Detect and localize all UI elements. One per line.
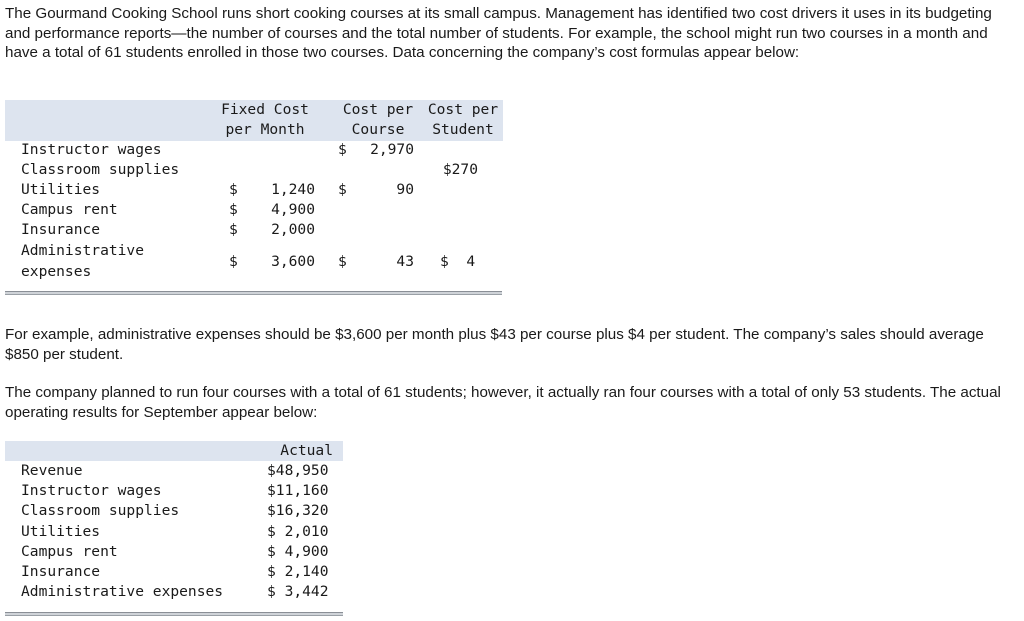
row-label: Utilities (21, 523, 101, 540)
row-label: Campus rent (21, 543, 118, 560)
header-course: Course (351, 121, 405, 138)
fixed-dollar-sign: $ (229, 181, 238, 198)
fixed-cost-value: 2,000 (271, 221, 315, 238)
fixed-cost-value: 3,600 (271, 253, 315, 270)
example-paragraph: For example, administrative expenses should be $3,600 per month plus $43 per course plus $4 per student. The company’s sales should average $850 per student. (5, 326, 984, 363)
row-label-line1: Administrative (21, 242, 145, 259)
student-cost-value: $270 (442, 161, 478, 178)
actual-value: $11,160 (267, 482, 329, 499)
actual-value: $ 3,442 (267, 583, 329, 600)
course-cost-value: 43 (396, 253, 414, 270)
actual-value: $ 2,140 (267, 563, 329, 580)
fixed-dollar-sign: $ (229, 253, 238, 270)
cost-formula-table (5, 100, 503, 300)
row-label: Administrative expenses (21, 583, 224, 600)
row-label-line2: expenses (21, 263, 92, 280)
row-label: Utilities (21, 181, 101, 198)
course-dollar-sign: $ (338, 253, 347, 270)
student-cost-value: $ 4 (440, 253, 476, 270)
header-cost-per-course: Cost per (342, 101, 414, 118)
header-per-month: per Month (225, 121, 305, 138)
fixed-dollar-sign: $ (229, 201, 238, 218)
row-label: Classroom supplies (21, 161, 180, 178)
header-student: Student (432, 121, 494, 138)
row-label: Insurance (21, 563, 101, 580)
actual-value: $ 4,900 (267, 543, 329, 560)
header-cost-per-student: Cost per (427, 101, 499, 118)
actual-value: $16,320 (267, 502, 329, 519)
plan-paragraph: The company planned to run four courses with a total of 61 students; however, it actually ran four courses with a total of only 53 students. The actual operating results for September appear below: (5, 384, 1001, 421)
row-label: Campus rent (21, 201, 118, 218)
header-fixed-cost: Fixed Cost (221, 101, 309, 118)
actual-value: $48,950 (267, 462, 329, 479)
course-cost-value: 2,970 (370, 141, 414, 158)
course-dollar-sign: $ (338, 181, 347, 198)
course-dollar-sign: $ (338, 141, 347, 158)
course-cost-value: 90 (396, 181, 414, 198)
fixed-cost-value: 4,900 (271, 201, 315, 218)
row-label: Revenue (21, 462, 83, 479)
row-label: Instructor wages (21, 141, 162, 158)
row-label: Classroom supplies (21, 502, 180, 519)
actual-value: $ 2,010 (267, 523, 329, 540)
row-label: Insurance (21, 221, 101, 238)
table-bottom-rule (5, 612, 343, 616)
intro-paragraph: The Gourmand Cooking School runs short cooking courses at its small campus. Management has identified two cost drivers it uses in its budgeting and performance reports—the number of courses and the total number of students. For example, the school might run two courses in a month and have a total of 61 students enrolled in those two courses. Data concerning the company’s cost formulas appear below: (5, 5, 992, 61)
actual-results-table (5, 441, 343, 611)
fixed-cost-value: 1,240 (271, 181, 315, 198)
header-actual: Actual (280, 442, 333, 459)
table-bottom-rule (5, 291, 502, 295)
row-label: Instructor wages (21, 482, 162, 499)
fixed-dollar-sign: $ (229, 221, 238, 238)
